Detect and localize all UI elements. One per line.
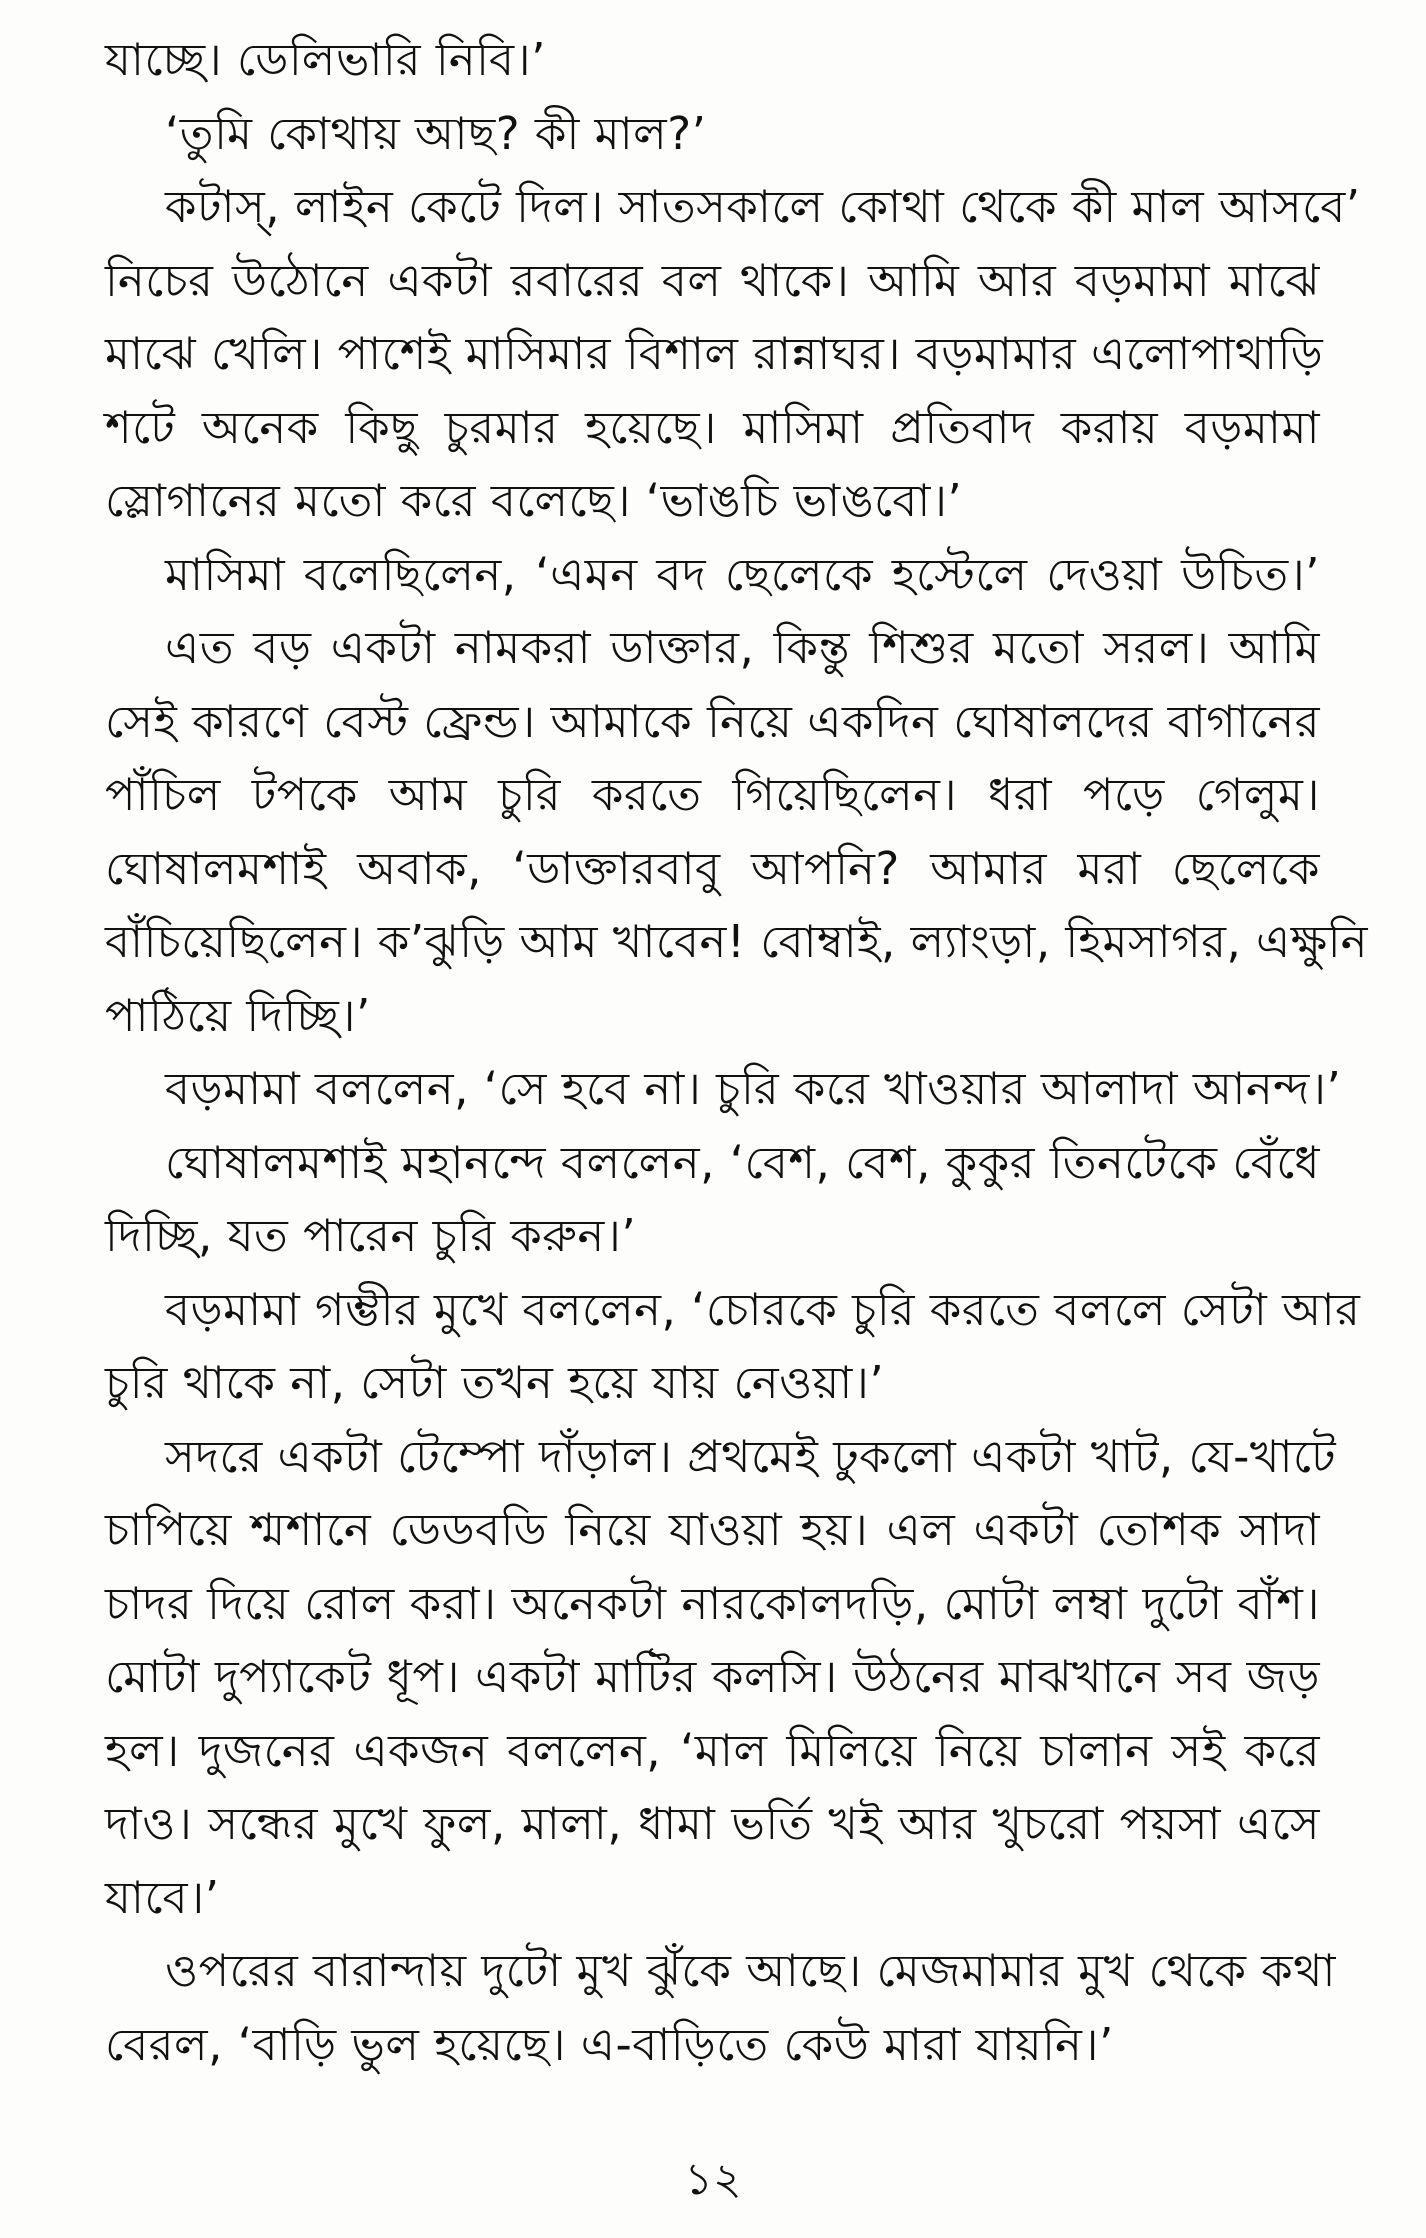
text-line: হল। দুজনের একজন বললেন, ‘মাল মিলিয়ে নিয়ে চালান সই করে — [105, 1724, 1320, 1777]
text-line: বেরল, ‘বাড়ি ভুল হয়েছে। এ-বাড়িতে কেউ মারা যায়নি।’ — [105, 2018, 1114, 2071]
text-line: ‘তুমি কোথায় আছ? কী মাল?’ — [165, 107, 707, 160]
text-line: এত বড় একটা নামকরা ডাক্তার, কিন্তু শিশুর মতো সরল। আমি — [165, 621, 1320, 674]
text-line: বড়মামা বললেন, ‘সে হবে না। চুরি করে খাওয়ার আলাদা আনন্দ।’ — [165, 1062, 1342, 1115]
text-line: পাঁচিল টপকে আম চুরি করতে গিয়েছিলেন। ধরা পড়ে গেলুম। — [105, 768, 1320, 821]
text-line: চাপিয়ে শ্মশানে ডেডবডি নিয়ে যাওয়া হয়। এল একটা তোশক সাদা — [105, 1503, 1320, 1556]
text-line: চাদর দিয়ে রোল করা। অনেকটা নারকোলদড়ি, মোটা লম্বা দুটো বাঁশ। — [105, 1577, 1320, 1630]
text-line: কটাস্, লাইন কেটে দিল। সাতসকালে কোথা থেকে কী মাল আসবে’ — [165, 180, 1361, 233]
text-line: শটে অনেক কিছু চুরমার হয়েছে। মাসিমা প্রতিবাদ করায় বড়মামা — [105, 401, 1320, 454]
text-line: মোটা দুপ্যাকেট ধূপ। একটা মাটির কলসি। উঠনের মাঝখানে সব জড় — [105, 1650, 1320, 1703]
text-line: ঘোষালমশাই মহানন্দে বললেন, ‘বেশ, বেশ, কুকুর তিনটেকে বেঁধে — [165, 1136, 1320, 1189]
text-line: ঘোষালমশাই অবাক, ‘ডাক্তারবাবু আপনি? আমার মরা ছেলেকে — [105, 842, 1320, 895]
text-line: নিচের উঠোনে একটা রবারের বল থাকে। আমি আর বড়মামা মাঝে — [105, 254, 1320, 307]
text-line: বড়মামা গম্ভীর মুখে বললেন, ‘চোরকে চুরি করতে বললে সেটা আর — [165, 1283, 1361, 1336]
text-line: বাঁচিয়েছিলেন। ক’ঝুড়ি আম খাবেন! বোম্বাই, ল্যাংড়া, হিমসাগর, এক্ষুনি — [105, 915, 1368, 968]
text-line: মাসিমা বলেছিলেন, ‘এমন বদ ছেলেকে হস্টেলে দেওয়া উচিত।’ — [165, 548, 1320, 601]
text-line: ওপরের বারান্দায় দুটো মুখ ঝুঁকে আছে। মেজমামার মুখ থেকে কথা — [165, 1944, 1336, 1997]
text-line: চুরি থাকে না, সেটা তখন হয়ে যায় নেওয়া।’ — [105, 1356, 885, 1409]
text-line: সদরে একটা টেম্পো দাঁড়াল। প্রথমেই ঢুকলো একটা খাট, যে-খাটে — [165, 1430, 1337, 1483]
text-line: পাঠিয়ে দিচ্ছি।’ — [105, 989, 371, 1042]
text-line: যাবে।’ — [105, 1871, 220, 1924]
text-line: মাঝে খেলি। পাশেই মাসিমার বিশাল রান্নাঘর। বড়মামার এলোপাথাড়ি — [105, 327, 1324, 380]
text-line: স্লোগানের মতো করে বলেছে। ‘ভাঙচি ভাঙবো।’ — [105, 474, 963, 527]
text-line: দাও। সন্ধের মুখে ফুল, মালা, ধামা ভর্তি খই আর খুচরো পয়সা এসে — [105, 1797, 1320, 1850]
page-number: ১২ — [684, 2154, 742, 2205]
text-line: সেই কারণে বেস্ট ফ্রেন্ড। আমাকে নিয়ে একদিন ঘোষালদের বাগানের — [105, 695, 1320, 748]
text-line: দিচ্ছি, যত পারেন চুরি করুন।’ — [105, 1209, 637, 1262]
text-line: যাচ্ছে। ডেলিভারি নিবি।’ — [105, 33, 546, 86]
